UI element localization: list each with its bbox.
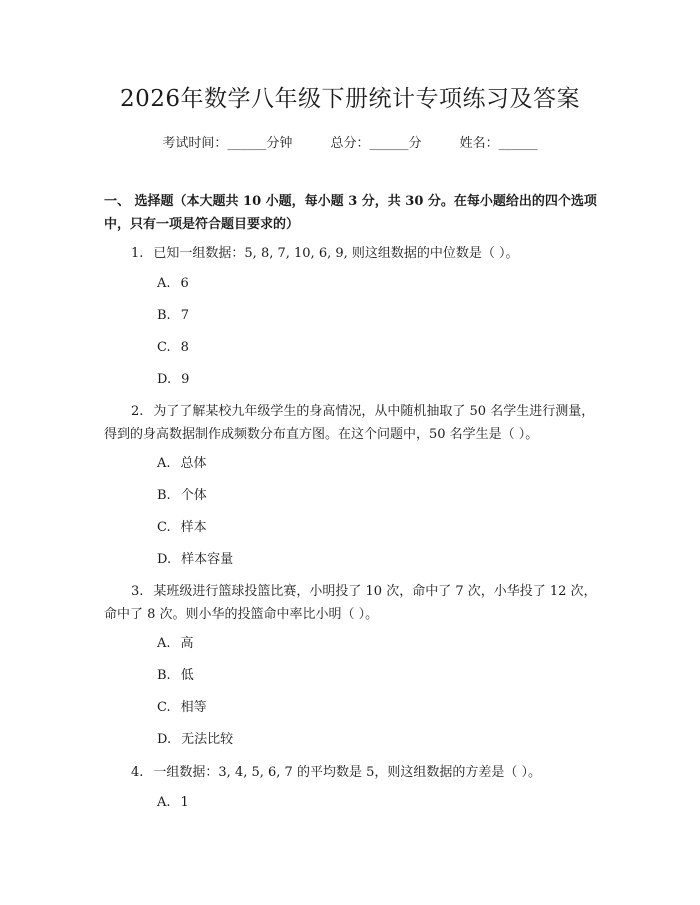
question-4 [104,761,602,784]
question-text: 某班级进行篮球投篮比赛，小明投了 10 次，命中了 7 次，小华投了 12 次，命中了 8 次。则小华的投篮命中率比小明（ ）。 [104,584,597,622]
option-letter: B. [157,488,171,503]
option-text: 无法比较 [181,732,234,747]
question-2 [104,400,602,446]
total-score-field: 总分：______分 [330,136,422,151]
option-letter: C. [157,520,171,535]
question-number: 3. [131,584,144,599]
option-1c [157,339,189,357]
question-text: 一组数据：3, 4, 5, 6, 7 的平均数是 5，则这组数据的方差是（ ）。 [153,765,541,780]
question-number: 1. [131,246,144,261]
option-letter: A. [157,276,171,291]
option-letter: C. [157,340,171,355]
option-text: 9 [181,372,190,387]
option-text: 相等 [180,700,207,715]
option-2b [157,487,207,505]
option-letter: D. [157,372,172,387]
student-name-field: 姓名：______ [459,136,538,151]
option-1a [157,275,189,293]
option-4a [157,794,189,812]
question-number: 2. [131,404,144,419]
option-text: 样本容量 [181,552,234,567]
option-text: 总体 [180,456,207,471]
option-text: 高 [180,636,194,651]
option-3b [157,667,194,685]
option-text: 样本 [180,520,207,535]
option-letter: B. [157,668,171,683]
page-title: 2026年数学八年级下册统计专项练习及答案 [119,86,581,112]
question-text: 已知一组数据：5, 8, 7, 10, 6, 9, 则这组数据的中位数是（ ）。 [153,246,519,261]
option-2d [157,551,233,569]
exam-info-line [0,132,700,151]
option-letter: A. [157,636,171,651]
exam-time-field: 考试时间：______分钟 [162,136,293,151]
option-text: 1 [180,795,189,810]
option-letter: A. [157,456,171,471]
option-1d [157,371,189,389]
option-3a [157,635,194,653]
question-1 [104,242,602,265]
option-2a [157,455,207,473]
option-3c [157,699,207,717]
option-letter: D. [157,552,172,567]
option-text: 个体 [180,488,207,503]
option-letter: D. [157,732,172,747]
option-text: 6 [180,276,189,291]
option-3d [157,731,233,749]
option-2c [157,519,207,537]
question-number: 4. [131,765,144,780]
option-text: 低 [180,668,194,683]
option-letter: B. [157,308,171,323]
question-text: 为了了解某校九年级学生的身高情况，从中随机抽取了 50 名学生进行测量，得到的身高数据制作成频数分布直方图。在这个问题中，50 名学生是（ ）。 [104,404,595,442]
option-letter: A. [157,795,171,810]
option-text: 8 [180,340,189,355]
option-1b [157,307,189,325]
option-text: 7 [180,308,189,323]
section-heading: 一、 选择题（本大题共 10 小题，每小题 3 分，共 30 分。在每小题给出的四个选项中，只有一项是符合题目要求的） [104,194,597,232]
question-3 [104,580,602,626]
option-letter: C. [157,700,171,715]
